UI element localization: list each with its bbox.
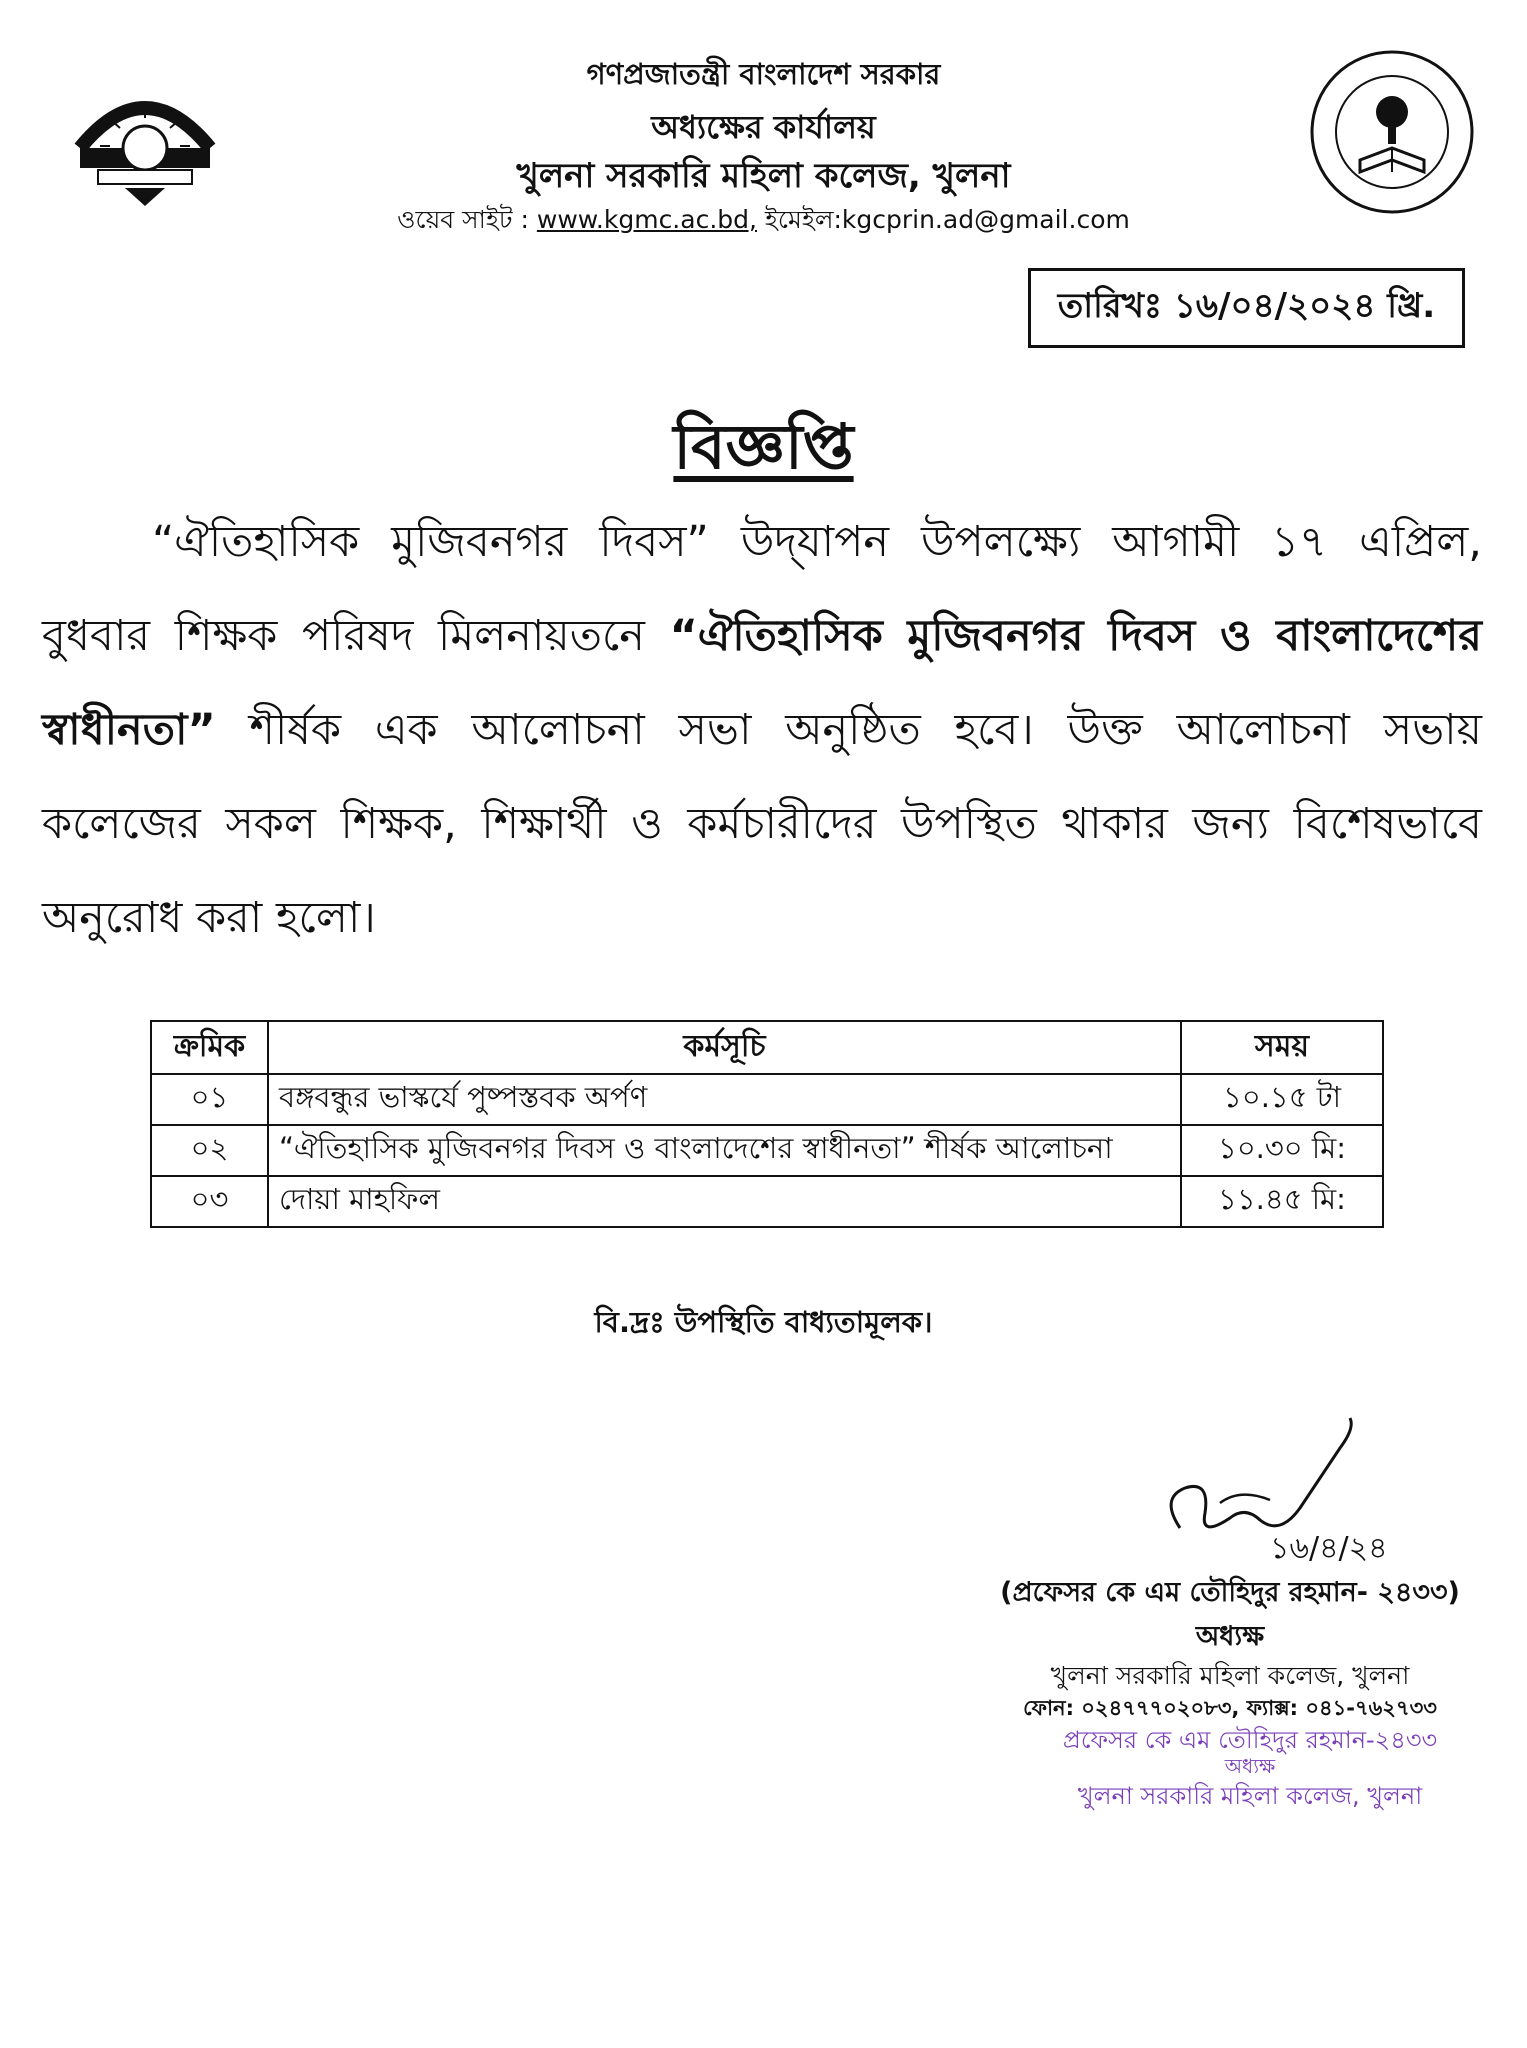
- word: “ঐতিহাসিক: [152, 517, 360, 567]
- word: অনুরোধ করা হলো।: [42, 893, 376, 943]
- date-box: [1028, 268, 1465, 348]
- notice-heading-text: বিজ্ঞপ্তি: [673, 410, 854, 483]
- word: আলোচনা: [471, 705, 645, 755]
- body-line-2: [42, 589, 1482, 683]
- word: কর্মচারীদের: [687, 799, 877, 849]
- table-row: [151, 1176, 1383, 1227]
- word: মিলনায়তনে: [438, 611, 645, 661]
- signature-date: ১৬/৪/২৪: [1270, 1531, 1388, 1566]
- program-cell: “ঐতিহাসিক মুজিবনগর দিবস ও বাংলাদেশের স্বাধীনতা” শীর্ষক আলোচনা: [268, 1125, 1181, 1176]
- body-line-3: [42, 683, 1482, 777]
- contact-line: [0, 200, 1527, 243]
- word: অনুষ্ঠিত: [785, 705, 921, 755]
- word: ও: [631, 799, 663, 849]
- time-cell: ১০.১৫ টা: [1181, 1074, 1383, 1125]
- college-name: খুলনা সরকারি মহিলা কলেজ, খুলনা: [516, 156, 1011, 196]
- signatory-title: অধ্যক্ষ: [1195, 1621, 1265, 1652]
- serial-cell: ০২: [151, 1125, 268, 1176]
- body-line-5: [42, 871, 1482, 965]
- word: উক্ত: [1067, 705, 1143, 755]
- word: এক: [374, 705, 438, 755]
- word: দিবস: [1108, 611, 1196, 661]
- notice-heading: [0, 400, 1527, 503]
- office-title: অধ্যক্ষের কার্যালয়: [651, 108, 876, 146]
- website-label: ওয়েব সাইট :: [397, 205, 537, 234]
- word: “ঐতিহাসিক: [669, 611, 883, 661]
- word: ও: [1219, 611, 1252, 661]
- header-time: সময়: [1181, 1021, 1383, 1074]
- program-cell: দোয়া মাহফিল: [268, 1176, 1181, 1227]
- word: বিশেষভাবে: [1293, 799, 1482, 849]
- word: থাকার: [1061, 799, 1168, 849]
- word: মুজিবনগর: [391, 517, 568, 567]
- header-serial: ক্রমিক: [151, 1021, 268, 1074]
- time-cell: ১০.৩০ মি:: [1181, 1125, 1383, 1176]
- attendance-note: বি.দ্রঃ উপস্থিতি বাধ্যতামূলক।: [594, 1305, 933, 1339]
- word: উপস্থিত: [901, 799, 1037, 849]
- word: কলেজের: [42, 799, 201, 849]
- word: এপ্রিল,: [1359, 517, 1482, 567]
- word: পরিষদ: [301, 611, 414, 661]
- email-label: ইমেইল:: [756, 205, 842, 234]
- word: শীর্ষক: [249, 705, 342, 755]
- word: আগামী: [1112, 517, 1240, 567]
- word: আলোচনা: [1176, 705, 1350, 755]
- word: শিক্ষক: [174, 611, 278, 661]
- signatory-name: (প্রফেসর কে এম তৌহিদুর রহমান- ২৪৩৩): [1000, 1577, 1460, 1608]
- table-row: [151, 1125, 1383, 1176]
- word: সকল: [225, 799, 316, 849]
- notice-date: তারিখঃ ১৬/০৪/২০২৪ খ্রি.: [1057, 285, 1436, 326]
- header-program: কর্মসূচি: [268, 1021, 1181, 1074]
- word: সভায়: [1383, 705, 1482, 755]
- table-row: [151, 1074, 1383, 1125]
- website-link[interactable]: www.kgmc.ac.bd,: [536, 205, 757, 234]
- word: শিক্ষক,: [340, 799, 457, 849]
- stamp-name: প্রফেসর কে এম তৌহিদুর রহমান-২৪৩৩: [1062, 1726, 1438, 1754]
- program-table: [150, 1020, 1384, 1228]
- body-line-4: [42, 777, 1482, 871]
- word: উপলক্ষ্যে: [920, 517, 1081, 567]
- word: বাংলাদেশের: [1276, 611, 1482, 661]
- word: সভা: [678, 705, 752, 755]
- stamp-title: অধ্যক্ষ: [1224, 1754, 1276, 1778]
- word: শিক্ষার্থী: [481, 799, 607, 849]
- government-title: গণপ্রজাতন্ত্রী বাংলাদেশ সরকার: [586, 57, 941, 91]
- time-cell: ১১.৪৫ মি:: [1181, 1176, 1383, 1227]
- contact-phone-fax: ফোন: ০২৪৭৭৭০২০৮৩, ফ্যাক্স: ০৪১-৭৬২৭৩৩: [1023, 1696, 1437, 1720]
- email-address[interactable]: kgcprin.ad@gmail.com: [841, 205, 1130, 234]
- word: স্বাধীনতা”: [42, 705, 216, 755]
- table-header-row: [151, 1021, 1383, 1074]
- handwritten-signature: [1150, 1408, 1420, 1568]
- word: ১৭: [1271, 517, 1328, 567]
- word: দিবস”: [599, 517, 709, 567]
- stamp-college: খুলনা সরকারি মহিলা কলেজ, খুলনা: [1077, 1782, 1423, 1810]
- word: জন্য: [1192, 799, 1270, 849]
- serial-cell: ০৩: [151, 1176, 268, 1227]
- program-cell: বঙ্গবন্ধুর ভাস্কর্যে পুষ্পস্তবক অর্পণ: [268, 1074, 1181, 1125]
- serial-cell: ০১: [151, 1074, 268, 1125]
- notice-body: [42, 495, 1482, 965]
- signatory-college: খুলনা সরকারি মহিলা কলেজ, খুলনা: [1050, 1661, 1410, 1690]
- word: বুধবার: [42, 611, 151, 661]
- body-line-1: [42, 495, 1482, 589]
- word: মুজিবনগর: [907, 611, 1084, 661]
- word: হবে।: [954, 705, 1034, 755]
- word: উদ্‌যাপন: [740, 517, 889, 567]
